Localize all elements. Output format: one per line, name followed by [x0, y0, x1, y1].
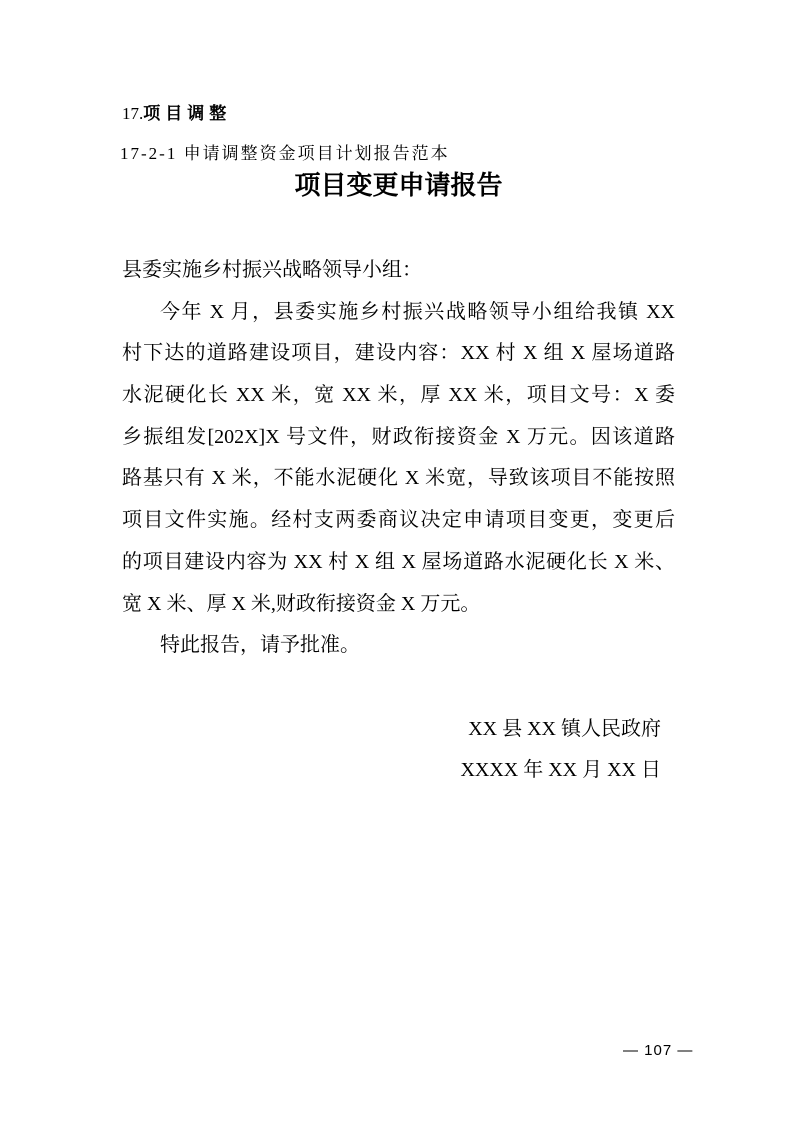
signature-organization: XX 县 XX 镇人民政府: [468, 717, 661, 740]
blank-line: [122, 667, 675, 709]
signature-date: XXXX 年 XX 月 XX 日: [460, 759, 661, 782]
body-line: 宽 X 米、厚 X 米,财政衔接资金 X 万元。: [122, 592, 481, 615]
closing-line: 特此报告，请予批准。: [160, 634, 360, 657]
section-title: 项目调整: [143, 104, 232, 123]
salutation-line: 县委实施乡村振兴战略领导小组：: [122, 259, 422, 281]
body-line: 的项目建设内容为 XX 村 X 组 X 屋场道路水泥硬化长 X 米、: [122, 550, 675, 573]
section-heading: [122, 103, 231, 124]
document-body: [122, 250, 675, 792]
body-line: 村下达的道路建设项目，建设内容：XX 村 X 组 X 屋场道路: [122, 342, 675, 365]
section-number: 17.: [122, 104, 144, 123]
body-line: 水泥硬化长 XX 米，宽 XX 米，厚 XX 米，项目文号：X 委: [122, 384, 675, 407]
document-title: 项目变更申请报告: [294, 171, 503, 200]
page-number: — 107 —: [623, 1042, 694, 1059]
body-line: 项目文件实施。经村支两委商议决定申请项目变更，变更后: [122, 509, 675, 532]
body-line: 今年 X 月，县委实施乡村振兴战略领导小组给我镇 XX: [160, 300, 675, 323]
body-line: 乡振组发[202X]X 号文件，财政衔接资金 X 万元。因该道路: [122, 425, 675, 448]
subsection-heading: 17-2-1 申请调整资金项目计划报告范本: [120, 144, 450, 163]
body-line: 路基只有 X 米，不能水泥硬化 X 米宽，导致该项目不能按照: [122, 467, 675, 490]
